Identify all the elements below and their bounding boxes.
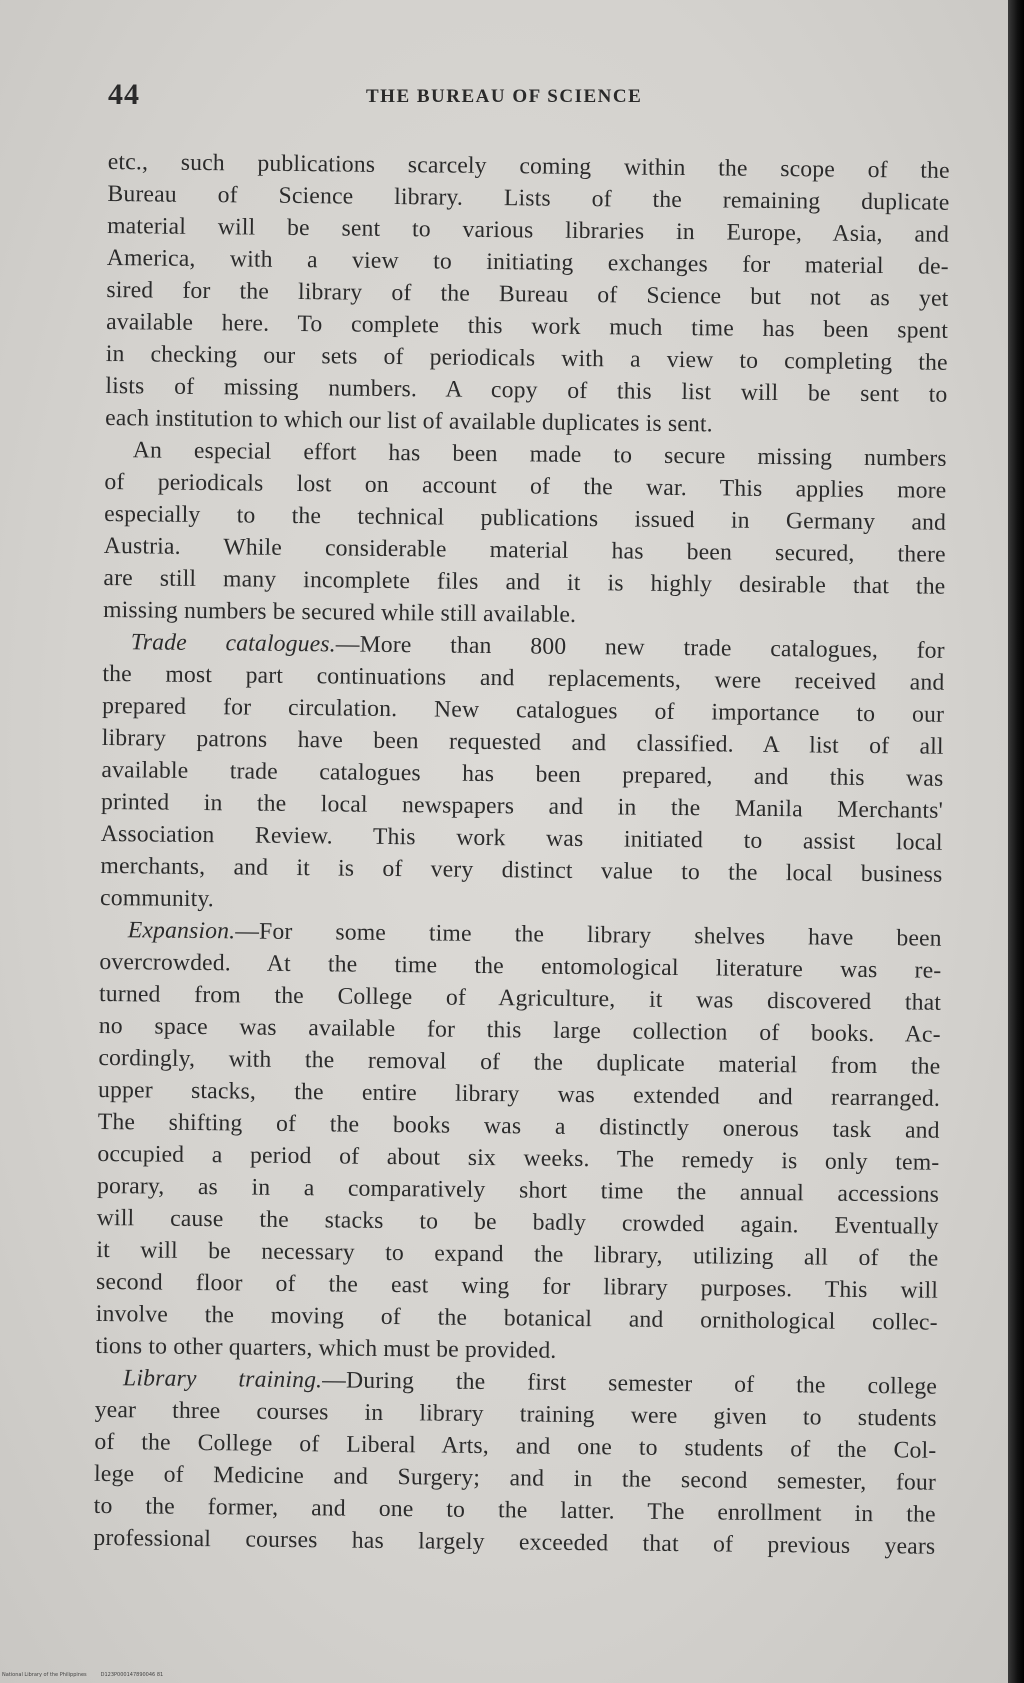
text-line: library patrons have been requested and classified. A list of all — [101, 724, 944, 760]
text-line: turned from the College of Agriculture, it was discovered that — [98, 980, 942, 1016]
text-line: second floor of the east wing for library purposes. This will — [95, 1268, 939, 1304]
text-line: etc., such publications scarcely coming within the scope of the — [107, 148, 950, 184]
text-line: community. — [99, 884, 215, 913]
text-line: missing numbers be secured while still available. — [103, 596, 577, 628]
text-line: lists of missing numbers. A copy of this list will be sent to — [105, 372, 948, 408]
text-line: will cause the stacks to be badly crowded again. Eventually — [96, 1204, 939, 1240]
text-line: sired for the library of the Bureau of Science but not as yet — [106, 276, 949, 312]
text-line: to the former, and one to the latter. The enrollment in the — [93, 1492, 936, 1528]
text-line: available here. To complete this work much time has been spent — [106, 308, 949, 344]
text-line: Bureau of Science library. Lists of the remaining duplicate — [107, 180, 950, 216]
text-line: material will be sent to various libraries in Europe, Asia, and — [107, 212, 950, 248]
text-line: are still many incomplete files and it is highly desirable that the — [103, 564, 946, 600]
scan-identifier: D123P000147890046 81 — [100, 1672, 164, 1678]
text-line: the most part continuations and replacements, were received and — [102, 660, 945, 696]
text-line: no space was available for this large collection of books. Ac- — [98, 1012, 941, 1048]
text-line: printed in the local newspapers and in the Manila Merchants' — [100, 788, 944, 824]
text-line: each institution to which our list of available duplicates is sent. — [105, 404, 713, 438]
text-run: —More than 800 new trade catalogues, for — [335, 631, 945, 664]
text-line: An especial effort has been made to secure missing numbers — [132, 437, 947, 472]
scan-source: National Library of the Philippines — [2, 1672, 87, 1678]
text-run: —During the first semester of the college — [322, 1367, 938, 1400]
page-number: 44 — [108, 78, 140, 111]
text-line: tions to other quarters, which must be provided. — [95, 1332, 557, 1364]
text-line: occupied a period of about six weeks. The remedy is only tem- — [97, 1140, 940, 1176]
text-line: merchants, and it is of very distinct value to the local business — [100, 852, 943, 888]
text-line: year three courses in library training were given to students — [94, 1396, 937, 1432]
text-run: —For some time the library shelves have been — [235, 918, 942, 952]
text-line: cordingly, with the removal of the duplicate material from the — [98, 1044, 941, 1080]
text-line: America, with a view to initiating exchanges for material de- — [106, 244, 949, 280]
text-line: of the College of Liberal Arts, and one to students of the Col- — [94, 1428, 937, 1464]
text-line: The shifting of the books was a distinctly onerous task and — [97, 1108, 940, 1144]
text-line: upper stacks, the entire library was extended and rearranged. — [97, 1076, 941, 1112]
text-line: professional courses has largely exceeded that of previous years — [93, 1524, 936, 1560]
text-line: especially to the technical publications issued in Germany and — [104, 500, 947, 536]
text-line: prepared for circulation. New catalogues of importance to our — [101, 692, 945, 728]
text-line: in checking our sets of periodicals with a view to completing the — [105, 340, 948, 376]
body-text — [93, 146, 950, 1563]
text-line: it will be necessary to expand the library, utilizing all of the — [96, 1236, 939, 1272]
section-heading-library-training: Library training. — [122, 1365, 323, 1394]
text-line: porary, as in a comparatively short time the annual accessions — [96, 1172, 940, 1208]
section-heading-trade-catalogues: Trade catalogues. — [130, 629, 336, 658]
text-line: overcrowded. At the time the entomological literature was re- — [99, 948, 942, 984]
text-line: Association Review. This work was initiated to assist local — [100, 820, 943, 856]
text-line: Austria. While considerable material has been secured, there — [103, 532, 946, 568]
text-line: available trade catalogues has been prepared, and this was — [101, 756, 944, 792]
scan-edge — [1008, 0, 1024, 1683]
text-line: involve the moving of the botanical and ornithological collec- — [95, 1300, 938, 1336]
running-head: THE BUREAU OF SCIENCE — [366, 86, 643, 107]
scan-footer — [2, 1672, 163, 1678]
text-line: of periodicals lost on account of the war. This applies more — [104, 468, 947, 504]
section-heading-expansion: Expansion. — [127, 917, 236, 945]
page-header — [108, 78, 958, 118]
text-line: lege of Medicine and Surgery; and in the second semester, four — [93, 1460, 937, 1496]
